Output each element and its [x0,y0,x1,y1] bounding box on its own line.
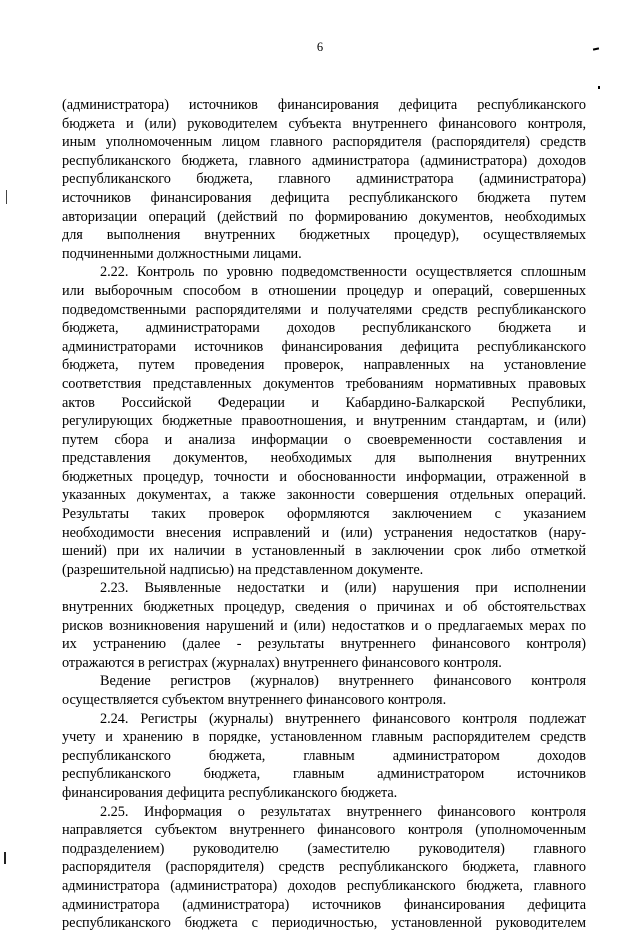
text-line: регулирующих бюджетные правоотношения, и внутренним стандартам, и (или) [62,413,586,430]
text-line: 2.22. Контроль по уровню подведомственности осуществляется сплошным [100,264,586,281]
text-line: их устранению (далее - результаты внутреннего финансового контроля) [62,636,586,653]
text-line: администратора (администратора) источников финансирования дефицита [62,896,586,913]
text-line: направляется субъектом внутреннего финансового контроля (уполномоченным [62,822,586,839]
text-line: Ведение регистров (журналов) внутреннего финансового контроля [100,673,586,690]
text-line: Результаты таких проверок оформляются заключением с указанием [62,506,586,523]
scan-mark [4,852,6,864]
text-line: шений) при их наличии в установленный в заключении срок либо отметкой [62,543,586,560]
text-line: подразделением) руководителю (заместителю руководителя) главного [62,840,586,857]
text-line: администраторами источников финансирования дефицита республиканского [62,338,586,355]
text-line: республиканского бюджета, главным администратором источников [62,766,586,783]
text-line: бюджета, администраторами доходов республиканского бюджета и [62,320,586,337]
text-line: республиканского бюджета, главного администратора (администратора) [62,171,586,188]
page-number: 6 [316,40,324,54]
text-line: подведомственными распорядителями и получателями средств республиканского [62,301,586,318]
text-line: для выполнения внутренних бюджетных процедур), осуществляемых [62,227,586,244]
text-line: бюджета, путем проведения проверок, направленных на установление [62,357,586,374]
text-line: авторизации операций (действий по формированию документов, необходимых [62,208,586,225]
text-line: учету и хранению в порядке, установленном главным распорядителем средств [62,729,586,746]
text-line: бюджетных процедур, точности и обоснованности информации, отраженной в [62,468,586,485]
document-text [62,96,586,933]
text-line: актов Российской Федерации и Кабардино-Балкарской Республики, [62,394,586,411]
text-line: необходимости внесения исправлений и (или) устранения недостатков (нару- [62,524,586,541]
text-line: иным уполномоченным лицом главного распорядителя (распорядителя) средств [62,134,586,151]
text-line: республиканского бюджета с периодичностью, установленной руководителем [62,915,586,932]
text-line: отражаются в регистрах (журналах) внутреннего финансового контроля. [62,654,502,671]
text-line: осуществляется субъектом внутреннего финансового контроля. [62,692,447,708]
text-line: бюджета и (или) руководителем субъекта внутреннего финансового контроля, [62,115,586,132]
text-line: администратора (администратора) доходов республиканского бюджета, главного [62,877,586,894]
text-line: представления документов, необходимых для выполнения внутренних [62,450,586,467]
text-line: распорядителя (распорядителя) средств республиканского бюджета, главного [62,859,586,876]
text-line: 2.25. Информация о результатах внутреннего финансового контроля [100,803,586,820]
text-line: 2.23. Выявленные недостатки и (или) нарушения при исполнении [100,580,586,597]
text-line: источников финансирования дефицита республиканского бюджета путем [62,189,586,206]
text-line: республиканского бюджета, главного администратора (администратора) доходов [62,152,586,169]
text-line: подчиненными должностными лицами. [62,245,302,262]
text-line: республиканского бюджета, главным администратором доходов [62,747,586,764]
text-line: путем сбора и анализа информации о своевременности составления и [62,431,586,448]
scan-mark [6,190,7,204]
text-line: рисков возникновения нарушений и (или) недостатков и о предлагаемых мерах по [62,617,586,634]
text-line: внутренних бюджетных процедур, сведения о причинах и об обстоятельствах [62,599,586,616]
scan-mark [598,86,600,89]
text-line: (администратора) источников финансирования дефицита республиканского [62,97,586,113]
text-line: финансирования дефицита республиканского бюджета. [62,784,398,801]
text-line: или выборочным способом в отношении процедур и операций, совершенных [62,282,586,299]
text-line: указанных документах, а также законности совершения отдельных операций. [62,487,586,504]
text-line: (разрешительной надписью) на представленном документе. [62,561,424,578]
text-line: соответствия представленных документов требованиям нормативных правовых [62,375,586,392]
text-line: 2.24. Регистры (журналы) внутреннего финансового контроля подлежат [100,710,586,727]
